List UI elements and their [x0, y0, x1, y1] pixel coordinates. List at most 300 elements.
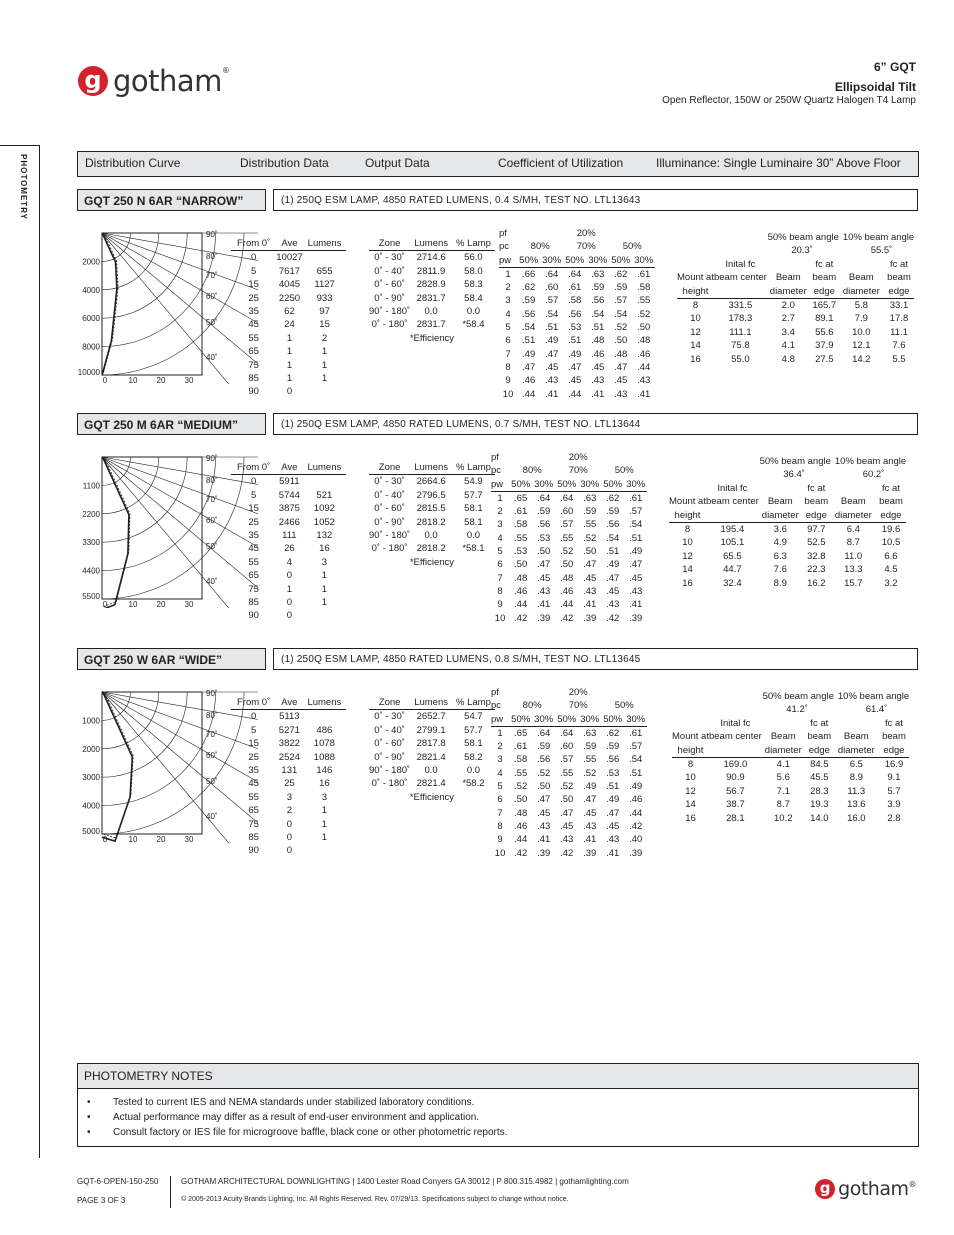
table-row	[669, 523, 906, 537]
table-cell: .60	[560, 506, 574, 518]
table-cell: 84.5	[810, 759, 829, 771]
table-cell: 15	[248, 279, 259, 291]
illuminance-table: 50% beam angle 10% beam angle 36.4˚ 60.2˚ Inital fc fc at fc at Mount at beam center Beam beam Beam beam height diameter edge diameter edge 8 195.4 3.6 97.7 6.4 19.6 10 105.1 4.9 52.5 8.7 10.5 12 65.5 6.3 32.8 11.0 6.6 14 44.7 7.6 22.3 13.3 4.5 16 32.4 8.9 16.2 15.7 3.2	[669, 456, 907, 589]
table-cell: .63	[583, 492, 597, 504]
table-cell: 5.8	[854, 300, 868, 312]
radial-tick-label: 2000	[82, 744, 100, 754]
table-cell: 2	[505, 282, 511, 294]
sidebar-rule	[39, 145, 40, 1158]
radial-tick-label: 4400	[82, 566, 100, 576]
table-cell: .59	[606, 741, 620, 753]
zonal-lumens-table	[369, 237, 495, 345]
table-cell: 0˚ - 90˚	[374, 751, 405, 763]
table-cell: 65	[248, 805, 259, 817]
zonal-lumens-table	[369, 696, 495, 804]
table-cell: .56	[606, 754, 620, 766]
coefficient-of-utilization-table: pf 20% pc 80% 70% 50% pw 50% 30% 50% 30% 50% 30% 1 .66 .64 .64 .63 .62 .61 2 .62 .60 .61 .59 .59 .58 3 .59 .57 .58 .56 .57 .55 4 .56 .54 .56 .54 .54 .52 5 .54 .51 .53 .51 .52 .50 6 .51 .49 .51 .48 .50 .48 7 .49 .47 .49 .46 .48 .46 8 .47 .45 .47 .45 .47 .44 9 .46 .43 .45 .43 .45 .43 10 .44 .41 .44 .41 .43 .41	[499, 228, 654, 400]
table-cell: 4	[497, 767, 503, 779]
table-cell: 1	[321, 818, 327, 830]
table-row	[369, 529, 495, 542]
table-cell: 1052	[313, 516, 335, 528]
table-cell: .64	[560, 492, 574, 504]
section-title-wide: GQT 250 W 6AR “WIDE”	[77, 648, 266, 670]
beam50-value: 41.2˚	[786, 704, 808, 716]
table-cell: 8	[497, 585, 503, 597]
table-cell: 89.1	[815, 313, 834, 325]
beam50-value: 20.3˚	[791, 245, 813, 257]
table-cell: 2815.5	[416, 503, 446, 515]
table-cell: .54	[522, 322, 536, 334]
candela-header: From 0˚	[231, 696, 276, 710]
table-cell: 2.0	[781, 300, 795, 312]
table-cell: 0	[250, 711, 257, 723]
candela-header: Lumens	[303, 237, 347, 251]
table-cell: .41	[629, 599, 643, 611]
table-cell: 32.8	[807, 550, 826, 562]
coefficient-of-utilization-table: pf 20% pc 80% 70% 50% pw 50% 30% 50% 30% 50% 30% 1 .65 .64 .64 .63 .62 .61 2 .61 .59 .60 .59 .59 .57 3 .58 .56 .57 .55 .56 .54 4 .55 .53 .55 .52 .54 .51 5 .53 .50 .52 .50 .51 .49 6 .50 .47 .50 .47 .49 .47 7 .48 .45 .48 .45 .47 .45 8 .46 .43 .46 .43 .45 .43 9 .44 .41 .44 .41 .43 .41 10 .42 .39 .42 .39 .42 .39	[491, 452, 646, 624]
table-cell: .57	[545, 295, 559, 307]
table-cell: .59	[537, 506, 551, 518]
radial-tick-label: 3300	[82, 538, 100, 548]
x-tick-label: 30	[184, 376, 194, 384]
candela-header: Lumens	[302, 461, 346, 475]
table-cell: .47	[560, 807, 574, 819]
table-row	[491, 585, 647, 598]
table-cell: 1	[321, 805, 327, 817]
table-cell: 0.0	[466, 765, 481, 777]
table-row	[672, 798, 909, 811]
table-cell: .64	[537, 492, 551, 504]
x-tick-label: 0	[102, 835, 108, 843]
tab-distribution-data[interactable]: Distribution Data	[240, 156, 329, 170]
table-row	[369, 751, 495, 764]
x-tick-label: 0	[102, 376, 108, 384]
note-item: • Actual performance may differ as a result of end-user environment and application.	[78, 1110, 918, 1125]
table-cell: .41	[606, 847, 620, 859]
table-cell: 6	[497, 559, 503, 571]
sidebar-top-rule	[0, 145, 40, 146]
table-cell: .49	[629, 546, 643, 558]
table-cell: 1	[286, 373, 293, 385]
table-cell: 6	[497, 794, 503, 806]
cu-pf-label: pf	[491, 687, 499, 698]
table-row	[491, 545, 647, 558]
table-row	[231, 502, 346, 515]
footer-copyright: © 2005-2013 Acuity Brands Lighting, Inc. All Rights Reserved. Rev. 07/29/13. Specifications subject to change without notice.	[181, 1196, 569, 1203]
table-row	[231, 516, 346, 529]
table-cell: .39	[629, 847, 643, 859]
table-cell: .47	[606, 572, 620, 584]
table-cell: .47	[537, 794, 551, 806]
table-cell: .46	[514, 820, 528, 832]
angle-tick-label: 60˚	[206, 292, 218, 301]
table-row	[499, 334, 655, 347]
tab-illuminance[interactable]: Illuminance: Single Luminaire 30” Above Floor	[656, 156, 901, 170]
table-cell: .43	[537, 820, 551, 832]
table-cell: 7	[505, 348, 511, 360]
table-cell: .49	[568, 348, 582, 360]
table-cell: .60	[545, 282, 559, 294]
table-cell: 45	[248, 319, 259, 331]
table-cell: 2796.5	[416, 489, 446, 501]
table-cell	[303, 385, 347, 398]
table-cell: 3	[286, 791, 292, 803]
table-cell: .61	[568, 282, 582, 294]
table-cell: .62	[522, 282, 536, 294]
table-cell: 13.3	[844, 564, 863, 576]
photometry-tab-bar	[77, 151, 919, 177]
table-cell: 97.7	[807, 524, 826, 536]
table-row	[499, 374, 655, 387]
tab-output-data[interactable]: Output Data	[365, 156, 430, 170]
table-row	[491, 726, 647, 740]
table-cell: .59	[591, 282, 605, 294]
table-cell: .47	[545, 348, 559, 360]
table-cell: 0˚ - 60˚	[374, 279, 405, 291]
table-row	[231, 278, 346, 291]
table-cell: .44	[637, 361, 651, 373]
table-cell: 1078	[313, 738, 335, 750]
table-cell: 5744	[278, 489, 300, 501]
table-cell: 4	[497, 532, 503, 544]
table-cell: .62	[606, 727, 620, 739]
table-cell: .45	[606, 585, 620, 597]
table-row	[231, 831, 346, 844]
table-cell: .55	[560, 767, 574, 779]
table-cell: 10.5	[881, 537, 901, 549]
table-cell: .45	[537, 572, 551, 584]
table-row	[231, 569, 346, 582]
table-cell: .52	[637, 308, 651, 320]
table-cell: .45	[614, 375, 628, 387]
table-cell: 7	[497, 572, 503, 584]
angle-tick-label: 40˚	[206, 577, 218, 586]
table-cell: .41	[583, 834, 597, 846]
table-cell: .42	[560, 847, 574, 859]
footer-company: GOTHAM ARCHITECTURAL DOWNLIGHTING | 1400 Lester Road Conyers GA 30012 | P 800.315.4982 | gothamlighting.com	[181, 1177, 629, 1186]
table-cell: 2	[497, 741, 503, 753]
table-row	[231, 818, 346, 831]
angle-tick-label: 40˚	[206, 353, 218, 362]
table-row	[231, 737, 346, 750]
note-item: • Tested to current IES and NEMA standards under stabilized laboratory conditions.	[78, 1095, 918, 1110]
table-cell: .58	[514, 519, 528, 531]
table-cell: .47	[583, 559, 597, 571]
beam10-value: 61.4˚	[865, 704, 888, 716]
candela-header: Ave	[276, 461, 302, 475]
table-cell: .45	[606, 820, 620, 832]
table-cell: .54	[629, 519, 643, 531]
table-cell: 55	[248, 556, 259, 568]
table-cell: 54.9	[464, 476, 483, 488]
table-cell: 3.9	[887, 799, 901, 811]
footer-divider	[170, 1176, 171, 1208]
table-cell: 8	[505, 361, 511, 373]
table-cell: .64	[560, 727, 574, 739]
illuminance-table: 50% beam angle 10% beam angle 20.3˚ 55.5˚ Inital fc fc at fc at Mount at beam center Beam beam Beam beam height diameter edge diameter edge 8 331.5 2.0 165.7 5.8 33.1 10 178.3 2.7 89.1 7.9 17.8 12 111.1 3.4 55.6 10.0 11.1 14 75.8 4.1 37.9 12.1 7.6 16 55.0 4.8 27.5 14.2 5.5	[677, 232, 915, 365]
table-cell: .55	[560, 532, 574, 544]
footer-logo: g gotham®	[815, 1178, 916, 1200]
table-row	[231, 764, 346, 777]
table-cell: .44	[522, 388, 536, 400]
table-cell: .51	[522, 335, 536, 347]
table-cell: 12	[690, 326, 701, 338]
radial-tick-label: 5000	[82, 827, 100, 836]
table-cell: 10.0	[852, 326, 871, 338]
table-cell: .50	[560, 794, 574, 806]
table-cell: 90	[248, 845, 259, 857]
table-cell: .50	[583, 546, 597, 558]
table-cell: 5271	[278, 724, 300, 736]
table-cell: 90	[248, 386, 259, 398]
table-cell: 4045	[278, 279, 301, 291]
table-row	[369, 305, 495, 318]
table-cell: .47	[537, 559, 551, 571]
table-cell: 8.9	[773, 577, 787, 589]
table-row	[231, 542, 346, 555]
table-cell: .63	[591, 268, 605, 280]
table-cell: .56	[537, 754, 551, 766]
table-row	[491, 833, 647, 846]
table-cell: .45	[545, 361, 559, 373]
table-cell: 62	[284, 306, 295, 318]
table-cell: 0˚ - 180˚	[371, 778, 408, 790]
table-cell: .39	[629, 612, 643, 624]
table-cell: .39	[583, 612, 597, 624]
table-row	[369, 724, 495, 737]
table-row	[369, 516, 495, 529]
table-row	[491, 807, 647, 820]
table-cell: .45	[568, 375, 582, 387]
table-cell: .43	[637, 375, 651, 387]
angle-tick-label: 50˚	[206, 318, 218, 327]
table-cell: 1127	[314, 279, 335, 291]
table-cell: 0	[286, 570, 292, 582]
table-cell: 3	[321, 556, 327, 568]
table-cell: 90˚ - 180˚	[369, 530, 411, 542]
table-cell: 12.1	[852, 340, 871, 352]
angle-tick-label: 70˚	[206, 271, 218, 280]
table-cell: 17.8	[889, 313, 909, 325]
table-cell: 45.5	[810, 772, 829, 784]
table-cell: 7.1	[776, 785, 790, 797]
product-description: Open Reflector, 150W or 250W Quartz Halogen T4 Lamp	[662, 95, 916, 106]
table-cell: 45	[248, 778, 259, 790]
radial-tick-label: 8000	[82, 342, 100, 352]
section-test-description: (1) 250Q ESM LAMP, 4850 RATED LUMENS, 0.8 S/MH, TEST NO. LTL13645	[273, 648, 918, 670]
table-cell: .49	[583, 781, 597, 793]
table-cell: 16	[685, 812, 696, 824]
table-cell: 0.0	[424, 765, 438, 777]
zonal-header: Zone	[369, 461, 410, 475]
table-row	[677, 299, 914, 313]
table-cell: 0˚ - 30˚	[374, 252, 405, 264]
table-cell: 6.6	[884, 550, 898, 562]
table-row	[231, 596, 346, 609]
table-cell: .50	[537, 546, 551, 558]
table-cell: .50	[537, 781, 551, 793]
table-cell: 16.9	[884, 759, 904, 771]
table-row	[231, 583, 346, 596]
table-cell: 58.1	[464, 503, 483, 515]
zonal-header: Zone	[369, 696, 410, 710]
table-cell: .43	[545, 375, 559, 387]
table-cell: .52	[514, 781, 528, 793]
table-row	[231, 332, 346, 345]
table-row	[369, 777, 495, 790]
radial-tick-label: 4000	[82, 801, 100, 811]
beam10-value: 55.5˚	[870, 245, 893, 257]
efficiency-note: *Efficiency	[409, 556, 455, 568]
table-row	[491, 740, 647, 753]
tab-distribution-curve[interactable]: Distribution Curve	[85, 156, 181, 170]
x-tick-label: 10	[128, 600, 138, 608]
table-cell: 4.8	[781, 353, 795, 365]
table-row	[499, 294, 655, 307]
table-cell: 1088	[313, 751, 335, 763]
x-tick-label: 20	[156, 600, 166, 608]
table-cell: .58	[637, 282, 651, 294]
table-row	[499, 308, 655, 321]
table-row	[231, 710, 346, 724]
angle-tick-label: 80˚	[206, 252, 218, 261]
table-cell: 25	[248, 751, 259, 763]
table-cell: 10	[494, 847, 506, 859]
table-row	[491, 753, 647, 766]
angle-tick-label: 60˚	[206, 751, 218, 760]
table-cell: 0˚ - 90˚	[374, 292, 405, 304]
table-cell: 44.7	[723, 564, 742, 576]
table-cell: .41	[537, 834, 551, 846]
table-cell: 10	[690, 313, 701, 325]
table-cell: 85	[248, 373, 259, 385]
table-cell: 5.7	[887, 785, 901, 797]
table-cell: .43	[560, 834, 574, 846]
table-cell: .55	[514, 532, 528, 544]
table-cell: 2817.8	[416, 738, 446, 750]
table-cell: 58.2	[464, 751, 483, 763]
table-cell: 57.7	[464, 489, 483, 501]
table-cell: .46	[522, 375, 536, 387]
notes-title: PHOTOMETRY NOTES	[78, 1064, 918, 1089]
table-cell: 2524	[278, 751, 300, 763]
table-cell: .46	[637, 348, 651, 360]
x-tick-label: 30	[184, 835, 194, 843]
table-cell: .54	[606, 532, 620, 544]
table-cell: 32.4	[723, 577, 742, 589]
table-cell: 7.6	[773, 564, 787, 576]
table-cell: 0˚ - 40˚	[374, 724, 405, 736]
table-cell: 6.5	[849, 759, 863, 771]
table-cell: 28.1	[726, 812, 745, 824]
table-cell: 165.7	[812, 300, 837, 312]
table-cell: .62	[606, 492, 620, 504]
table-cell: 1	[321, 570, 327, 582]
table-cell: 75	[248, 359, 259, 371]
table-row	[672, 785, 909, 798]
table-cell: 35	[248, 530, 259, 542]
table-cell: 16	[682, 577, 693, 589]
table-cell: .45	[591, 361, 605, 373]
gotham-logo: g gotham®	[78, 64, 229, 98]
table-cell: .64	[568, 268, 582, 280]
table-cell: 10027	[276, 252, 303, 264]
table-cell: .48	[514, 807, 528, 819]
table-cell: 2250	[278, 292, 301, 304]
table-row	[491, 793, 647, 806]
table-cell: .49	[606, 794, 620, 806]
table-cell: .61	[514, 506, 528, 518]
table-cell: 5	[250, 265, 257, 277]
table-cell: .43	[629, 585, 643, 597]
x-tick-label: 0	[102, 600, 108, 608]
table-row	[231, 475, 346, 489]
table-row	[231, 489, 346, 502]
angle-tick-label: 90˚	[206, 689, 218, 698]
table-row	[231, 305, 346, 318]
table-cell: 11.3	[847, 785, 866, 797]
table-cell: 2	[497, 506, 503, 518]
table-cell: .59	[537, 741, 551, 753]
table-row	[369, 502, 495, 515]
efficiency-note: *Efficiency	[409, 791, 455, 803]
table-cell: 2811.9	[416, 265, 446, 277]
table-cell: 28.3	[810, 785, 829, 797]
table-cell: .56	[522, 308, 536, 320]
table-cell: 8	[497, 820, 503, 832]
table-cell: 10.2	[774, 812, 793, 824]
table-cell: 19.3	[810, 799, 829, 811]
table-row	[669, 550, 906, 563]
table-cell: .45	[629, 572, 643, 584]
table-cell: 55	[248, 332, 259, 344]
table-cell: .47	[614, 361, 628, 373]
table-cell: 1	[321, 832, 327, 844]
table-cell: 5911	[279, 476, 300, 488]
table-cell	[302, 475, 346, 489]
table-cell: 2831.7	[416, 292, 446, 304]
table-cell: .59	[614, 282, 628, 294]
table-row	[491, 572, 647, 585]
table-cell: 9.1	[887, 772, 901, 784]
table-cell: *58.4	[462, 319, 485, 331]
candela-distribution-table	[231, 461, 346, 623]
table-cell: 7	[497, 807, 503, 819]
table-cell: .46	[514, 585, 528, 597]
table-cell: .53	[514, 546, 528, 558]
table-row	[677, 326, 914, 339]
table-cell: 3.2	[884, 577, 898, 589]
table-cell: 9	[497, 599, 503, 611]
table-cell: .53	[537, 532, 551, 544]
table-cell: 5	[497, 546, 503, 558]
table-cell: .60	[560, 741, 574, 753]
table-cell: 11.0	[844, 550, 863, 562]
table-cell: .57	[614, 295, 628, 307]
table-cell: 4.1	[781, 340, 795, 352]
table-row	[369, 542, 495, 555]
table-cell: 4	[286, 556, 292, 568]
table-cell: 16.2	[807, 577, 826, 589]
photometry-notes	[77, 1063, 919, 1147]
table-cell: 35	[248, 306, 259, 318]
table-cell: .61	[514, 741, 528, 753]
table-cell: 10	[494, 612, 506, 624]
table-cell: 1	[286, 346, 293, 358]
tab-coefficient-of-utilization[interactable]: Coefficient of Utilization	[498, 156, 624, 170]
table-row	[499, 281, 655, 294]
table-cell: 10	[685, 772, 696, 784]
